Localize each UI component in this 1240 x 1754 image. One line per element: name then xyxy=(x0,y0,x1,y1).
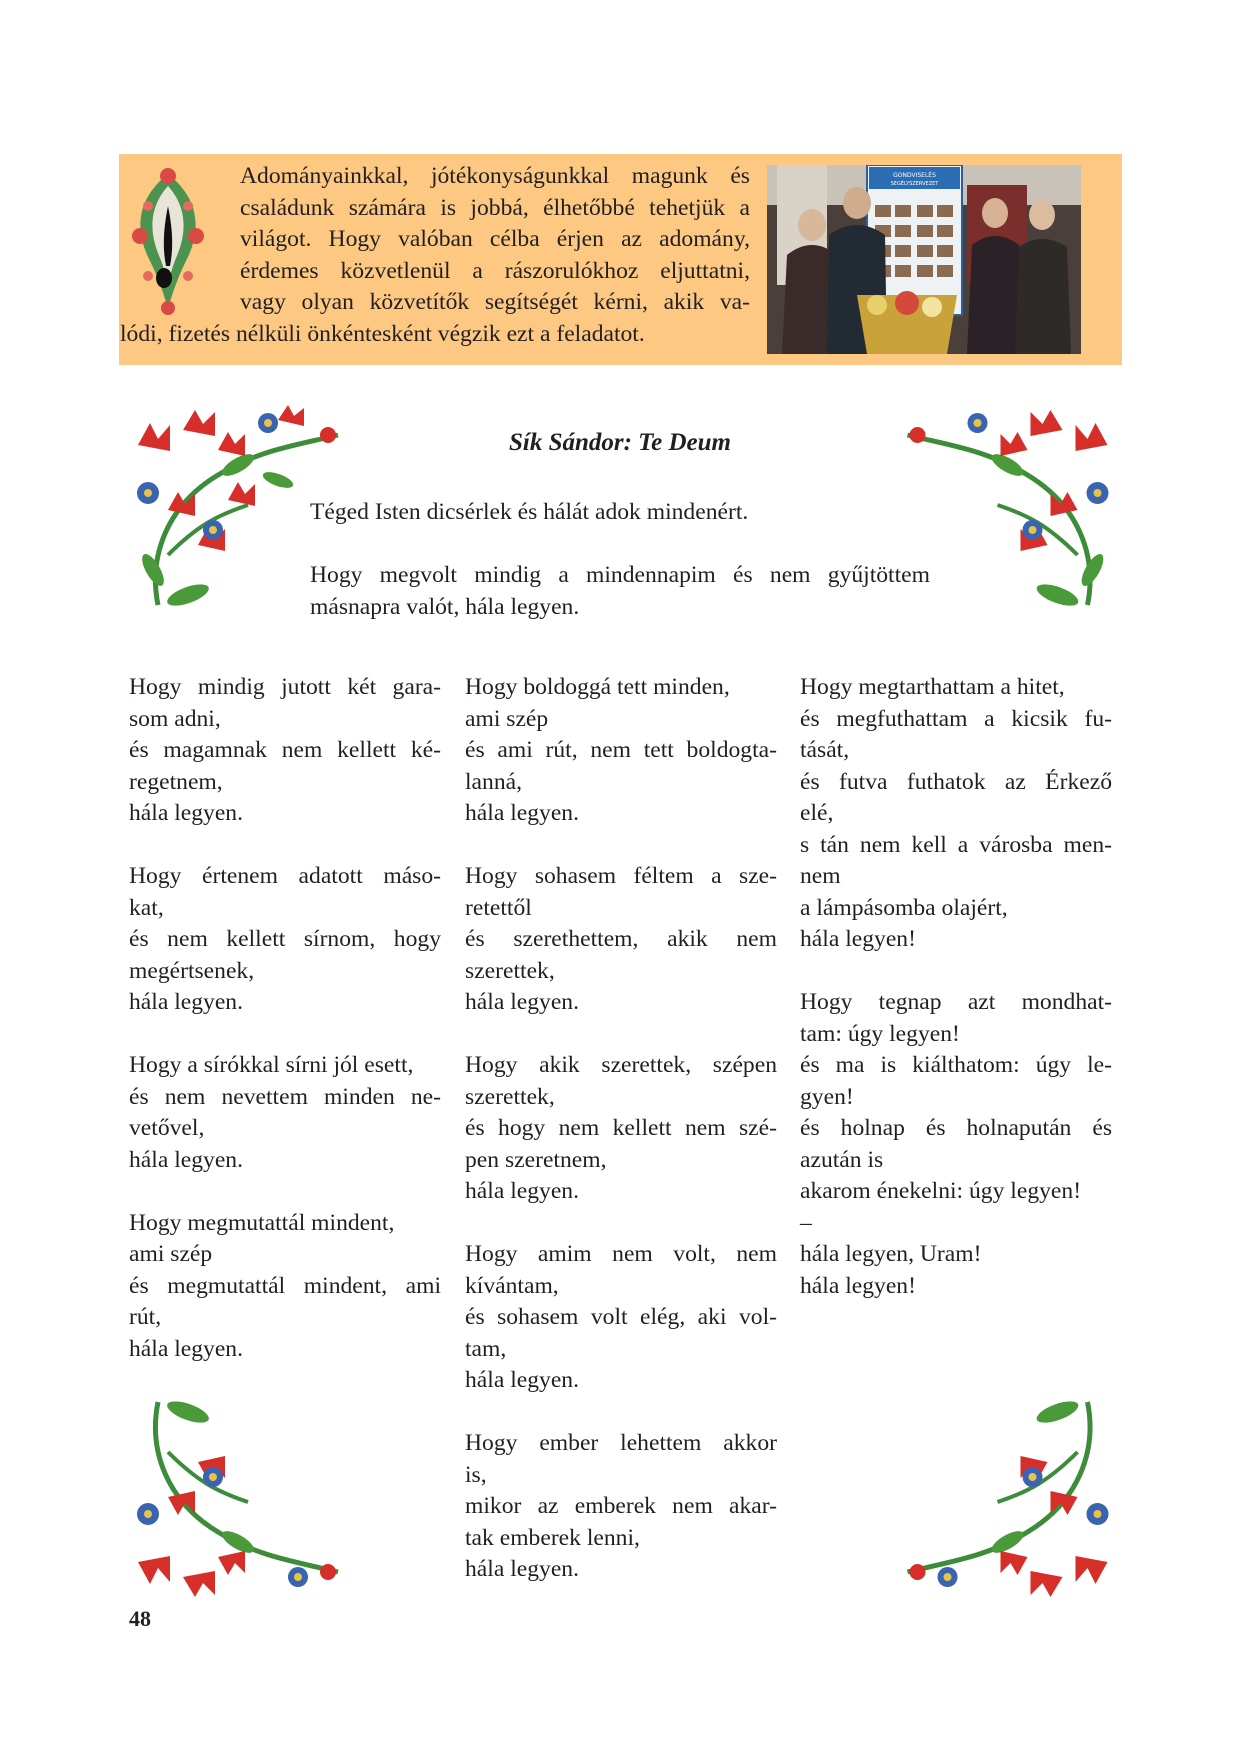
poem-line: és magamnak nem kellett ké- xyxy=(129,737,441,763)
info-line: családunk számára is jobbá, élhetőbbé tehetjük a xyxy=(240,194,750,221)
poem-line: és megmutattál mindent, ami xyxy=(129,1272,441,1299)
poem-line: Hogy megmutattál mindent, xyxy=(129,1209,395,1236)
poem-line: retettől xyxy=(465,894,532,921)
poem-line: és sohasem volt elég, aki vol- xyxy=(465,1304,777,1330)
poem-line: hála legyen. xyxy=(129,1335,243,1362)
info-paragraph xyxy=(120,161,750,350)
poem-title: Sík Sándor: Te Deum xyxy=(508,429,732,456)
info-line: világot. Hogy valóban célba érjen az adomány, xyxy=(240,226,750,252)
poem-line: elé, xyxy=(800,800,834,826)
info-line: Adományainkkal, jótékonyságunkkal magunk és xyxy=(240,163,750,189)
poem-line: hála legyen. xyxy=(465,800,579,826)
poem-line: Hogy boldoggá tett minden, xyxy=(465,674,730,700)
poem-line: lanná, xyxy=(465,768,522,795)
poem-line: és nem nevettem minden ne- xyxy=(129,1083,441,1110)
poem-line: som adni, xyxy=(129,705,221,732)
floral-ornament-bottom-right xyxy=(895,1392,1120,1602)
poem-line: hála legyen. xyxy=(129,1146,243,1173)
poem-line: s tán nem kell a városba men- xyxy=(800,831,1112,858)
poem-stanza xyxy=(465,672,777,830)
poem-line: nem xyxy=(800,863,841,889)
poem-line: megértsenek, xyxy=(129,957,255,984)
poem-intro-stanza xyxy=(310,560,930,623)
poem-line: és ami rút, nem tett boldogta- xyxy=(465,737,777,763)
poem-line: ami szép xyxy=(465,705,549,732)
poem-line: gyen! xyxy=(800,1083,854,1110)
poem-stanza xyxy=(129,1208,441,1366)
poem-line: azután is xyxy=(800,1146,884,1173)
volunteers-photo xyxy=(767,165,1081,354)
poem-line: és ma is kiálthatom: úgy le- xyxy=(800,1052,1112,1078)
poem-line: tak emberek lenni, xyxy=(465,1524,640,1551)
poem-line: Hogy értenem adatott máso- xyxy=(129,863,441,889)
ornamental-initial-icon xyxy=(126,166,210,316)
poem-line: és holnap és holnapután és xyxy=(800,1115,1112,1141)
poem-column-2 xyxy=(465,672,777,1617)
poem-line: rút, xyxy=(129,1304,162,1330)
poem-line: kat, xyxy=(129,894,164,921)
poem-column-3 xyxy=(800,672,1112,1334)
poem-line: hála legyen. xyxy=(465,1367,579,1393)
poem-line: is, xyxy=(465,1461,487,1488)
poem-stanza xyxy=(129,672,441,830)
poem-stanza xyxy=(129,1050,441,1176)
poem-stanza xyxy=(465,1050,777,1208)
poem-line: és futva futhatok az Érkező xyxy=(800,768,1112,795)
poem-line: hála legyen! xyxy=(800,1272,916,1299)
poem-line: hála legyen. xyxy=(129,800,243,826)
floral-ornament-bottom-left xyxy=(128,1392,348,1602)
poem-line: és hogy nem kellett nem szé- xyxy=(465,1115,777,1141)
poem-line: és nem kellett sírnom, hogy xyxy=(129,926,441,952)
poem-line: és szerethettem, akik nem xyxy=(465,926,777,952)
poem-column-1 xyxy=(129,672,441,1397)
poem-line: ami szép xyxy=(129,1241,213,1267)
poem-intro-line: Téged Isten dicsérlek és hálát adok mindenért. xyxy=(310,499,749,525)
poem-stanza xyxy=(129,861,441,1019)
info-line: lódi, fizetés nélküli önkéntesként végzik ezt a feladatot. xyxy=(120,320,645,347)
poem-stanza xyxy=(465,1239,777,1397)
poem-line: pen szeretnem, xyxy=(465,1146,607,1173)
poem-line: hála legyen. xyxy=(465,1556,579,1582)
poem-line: Hogy sohasem féltem a sze- xyxy=(465,863,777,889)
poem-line: tam, xyxy=(465,1335,507,1362)
photo-banner-text: GONDVISELÉS xyxy=(893,172,936,179)
poem-line: Hogy mindig jutott két gara- xyxy=(129,674,441,700)
poem-line: hála legyen! xyxy=(800,926,916,952)
page-number: 48 xyxy=(129,1606,151,1631)
poem-stanza xyxy=(465,1428,777,1586)
poem-line: hála legyen. xyxy=(129,989,243,1015)
poem-line: Hogy amim nem volt, nem xyxy=(465,1241,777,1267)
poem-stanza xyxy=(465,861,777,1019)
svg-text:SEGÉLYSZERVEZET: SEGÉLYSZERVEZET xyxy=(890,181,939,187)
poem-line: Hogy megvolt mindig a mindennapim és nem gyűjtöttem xyxy=(310,562,930,588)
poem-line: kívántam, xyxy=(465,1272,559,1299)
poem-stanza xyxy=(800,672,1112,956)
info-line: vagy olyan közvetítők segítségét kérni, akik va- xyxy=(240,289,750,315)
info-line: érdemes közvetlenül a rászorulókhoz eljuttatni, xyxy=(240,257,750,284)
poem-line: szerettek, xyxy=(465,1083,555,1110)
poem-line: hála legyen. xyxy=(465,989,579,1015)
poem-line: mikor az emberek nem akar- xyxy=(465,1493,777,1519)
poem-line: vetővel, xyxy=(129,1115,205,1141)
poem-line: tam: úgy legyen! xyxy=(800,1020,960,1047)
poem-line: Hogy tegnap azt mondhat- xyxy=(800,989,1112,1015)
poem-line: másnapra valót, hála legyen. xyxy=(310,593,580,620)
poem-stanza xyxy=(800,987,1112,1302)
poem-line: Hogy megtarthattam a hitet, xyxy=(800,674,1065,700)
poem-line: Hogy a sírókkal sírni jól esett, xyxy=(129,1052,414,1078)
poem-line: a lámpásomba olajért, xyxy=(800,894,1008,921)
poem-line: Hogy ember lehettem akkor xyxy=(465,1430,777,1456)
poem-line: tását, xyxy=(800,737,850,763)
poem-line: hála legyen, Uram! xyxy=(800,1241,982,1267)
poem-line: hála legyen. xyxy=(465,1178,579,1204)
poem-line: szerettek, xyxy=(465,957,555,984)
poem-line: – xyxy=(800,1209,812,1236)
poem-line: Hogy akik szerettek, szépen xyxy=(465,1052,777,1078)
poem-line: és megfuthattam a kicsik fu- xyxy=(800,705,1112,732)
poem-line: akarom énekelni: úgy legyen! xyxy=(800,1178,1082,1204)
poem-line: regetnem, xyxy=(129,768,223,795)
